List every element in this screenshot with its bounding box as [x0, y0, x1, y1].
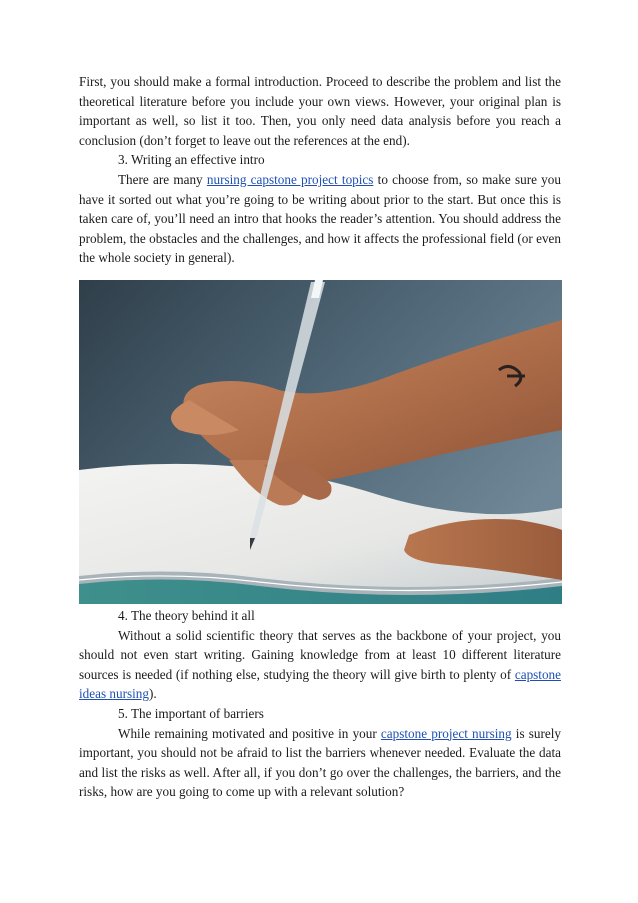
later-block: [79, 606, 561, 802]
section-5-text-end: is surely important, you should not be afraid to list the barriers whenever needed. Evaluate the data and list the risks as well. After all, if you don’t go over the challenges, the barriers, and the risks, how are you going to come up with a relevant solution?: [79, 725, 561, 800]
section-5-paragraph: [79, 724, 561, 802]
section-4-heading: 4. The theory behind it all: [118, 608, 255, 623]
writing-hand-photo: [79, 280, 562, 604]
section-3-heading: 3. Writing an effective intro: [118, 152, 265, 168]
section-5-text-start: While remaining motivated and positive in your: [118, 725, 381, 741]
intro-block: [79, 72, 561, 268]
section-4-text-end: ).: [148, 686, 157, 702]
section-3-text-start: There are many: [118, 171, 207, 187]
intro-paragraph: First, you should make a formal introduction. Proceed to describe the problem and list the theoretical literature before you include your own views. However, your original plan is important as well, so list it too. Then, you only need data analysis before you reach a conclusion (don’t forget to leave out the references at the end).: [79, 74, 561, 148]
nursing-capstone-topics-link[interactable]: nursing capstone project topics: [206, 171, 374, 187]
section-3-paragraph: [79, 170, 561, 268]
capstone-project-link[interactable]: capstone project nursing: [380, 725, 512, 741]
section-5-heading: 5. The important of barriers: [118, 705, 264, 721]
section-4-paragraph: [79, 626, 561, 704]
section-3-text-end: to choose from, so make sure you have it sorted out what you’re going to be writing about prior to the start. But once this is taken care of, you’ll need an intro that hooks the reader’s attention. You should address the problem, the obstacles and the challenges, and how it affects the professional field (or even the whole society in general).: [79, 171, 561, 266]
section-4-text-start: Without a solid scientific theory that serves as the backbone of your project, you should not even start writing. Gaining knowledge from at least 10 different literature sources is needed (if nothing else, studying the theory will give birth to plenty of: [79, 627, 561, 682]
capstone-ideas-link[interactable]: capstone ideas nursing: [79, 666, 561, 702]
